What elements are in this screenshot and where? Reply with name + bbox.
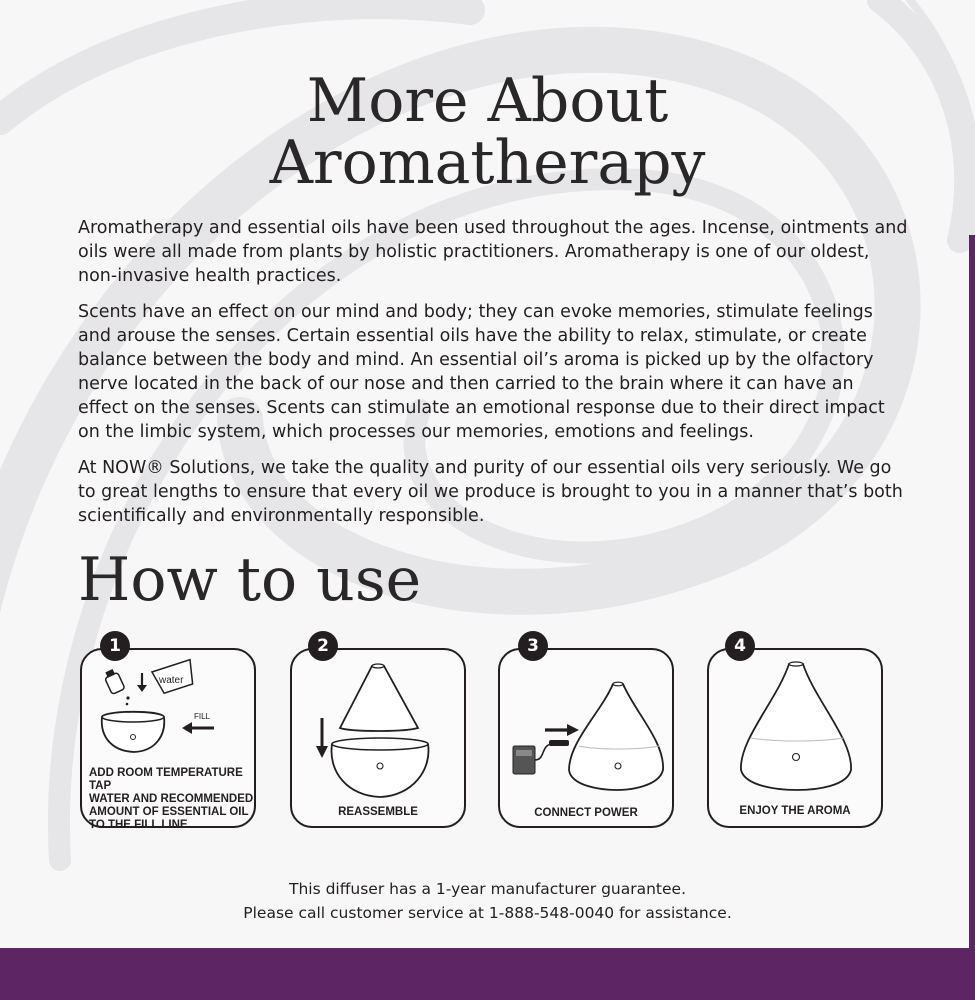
step-2-caption: REASSEMBLE — [338, 806, 418, 818]
intro-paragraph: Aromatherapy and essential oils have been used throughout the ages. Incense, ointments and oils were all made from plants by holistic practitioners. Aromatherapy is one of our oldest, non-invasive health practices. — [78, 218, 908, 286]
reassemble-illustration — [308, 660, 448, 800]
guarantee-line: This diffuser has a 1-year manufacturer guarantee. — [288, 880, 687, 898]
enjoy-aroma-illustration — [735, 660, 859, 794]
step-3-number-badge: 3 — [518, 631, 548, 661]
step-1-number-badge: 1 — [100, 631, 130, 661]
connect-power-illustration — [505, 672, 671, 802]
title-line-2: Aromatherapy — [269, 128, 706, 198]
add-water-illustration — [90, 655, 230, 760]
step-1-caption — [89, 767, 257, 832]
guarantee-note — [0, 877, 975, 925]
page-title — [0, 66, 975, 198]
step-1-caption-line: WATER AND RECOMMENDED — [89, 793, 254, 805]
how-to-use-heading: How to use — [78, 545, 422, 615]
purple-footer-bar — [0, 948, 975, 1000]
step-3-caption: CONNECT POWER — [534, 807, 638, 819]
fill-label: FILL — [194, 712, 211, 721]
quality-paragraph: At NOW® Solutions, we take the quality and purity of our essential oils very seriously. We go to great lengths to ensure that every oil we produce is brought to you in a manner that’s both scientifically and environmentally responsible. — [78, 458, 903, 526]
title-line-1: More About — [306, 66, 669, 136]
step-1-caption-line: ADD ROOM TEMPERATURE TAP — [89, 767, 243, 792]
step-4-caption: ENJOY THE AROMA — [739, 805, 851, 817]
step-1-caption-line: TO THE FILL LINE. — [89, 819, 191, 831]
scents-paragraph: Scents have an effect on our mind and body; they can evoke memories, stimulate feelings and arouse the senses. Certain essential oils have the ability to relax, stimulate, or create balance between the body and mind. An essential oil’s aroma is picked up by the olfactory nerve located in the back of our nose and then carried to the brain where it can have an effect on the senses. Scents can stimulate an emotional response due to their direct impact on the limbic system, which processes our memories, emotions and feelings. — [78, 302, 885, 442]
step-2-number-badge: 2 — [308, 631, 338, 661]
step-1-caption-line: AMOUNT OF ESSENTIAL OIL — [89, 806, 249, 818]
step-4-number-badge: 4 — [725, 631, 755, 661]
purple-side-bar — [969, 235, 975, 950]
water-label: water — [159, 675, 184, 686]
customer-service-line: Please call customer service at 1-888-548-0040 for assistance. — [243, 904, 732, 922]
